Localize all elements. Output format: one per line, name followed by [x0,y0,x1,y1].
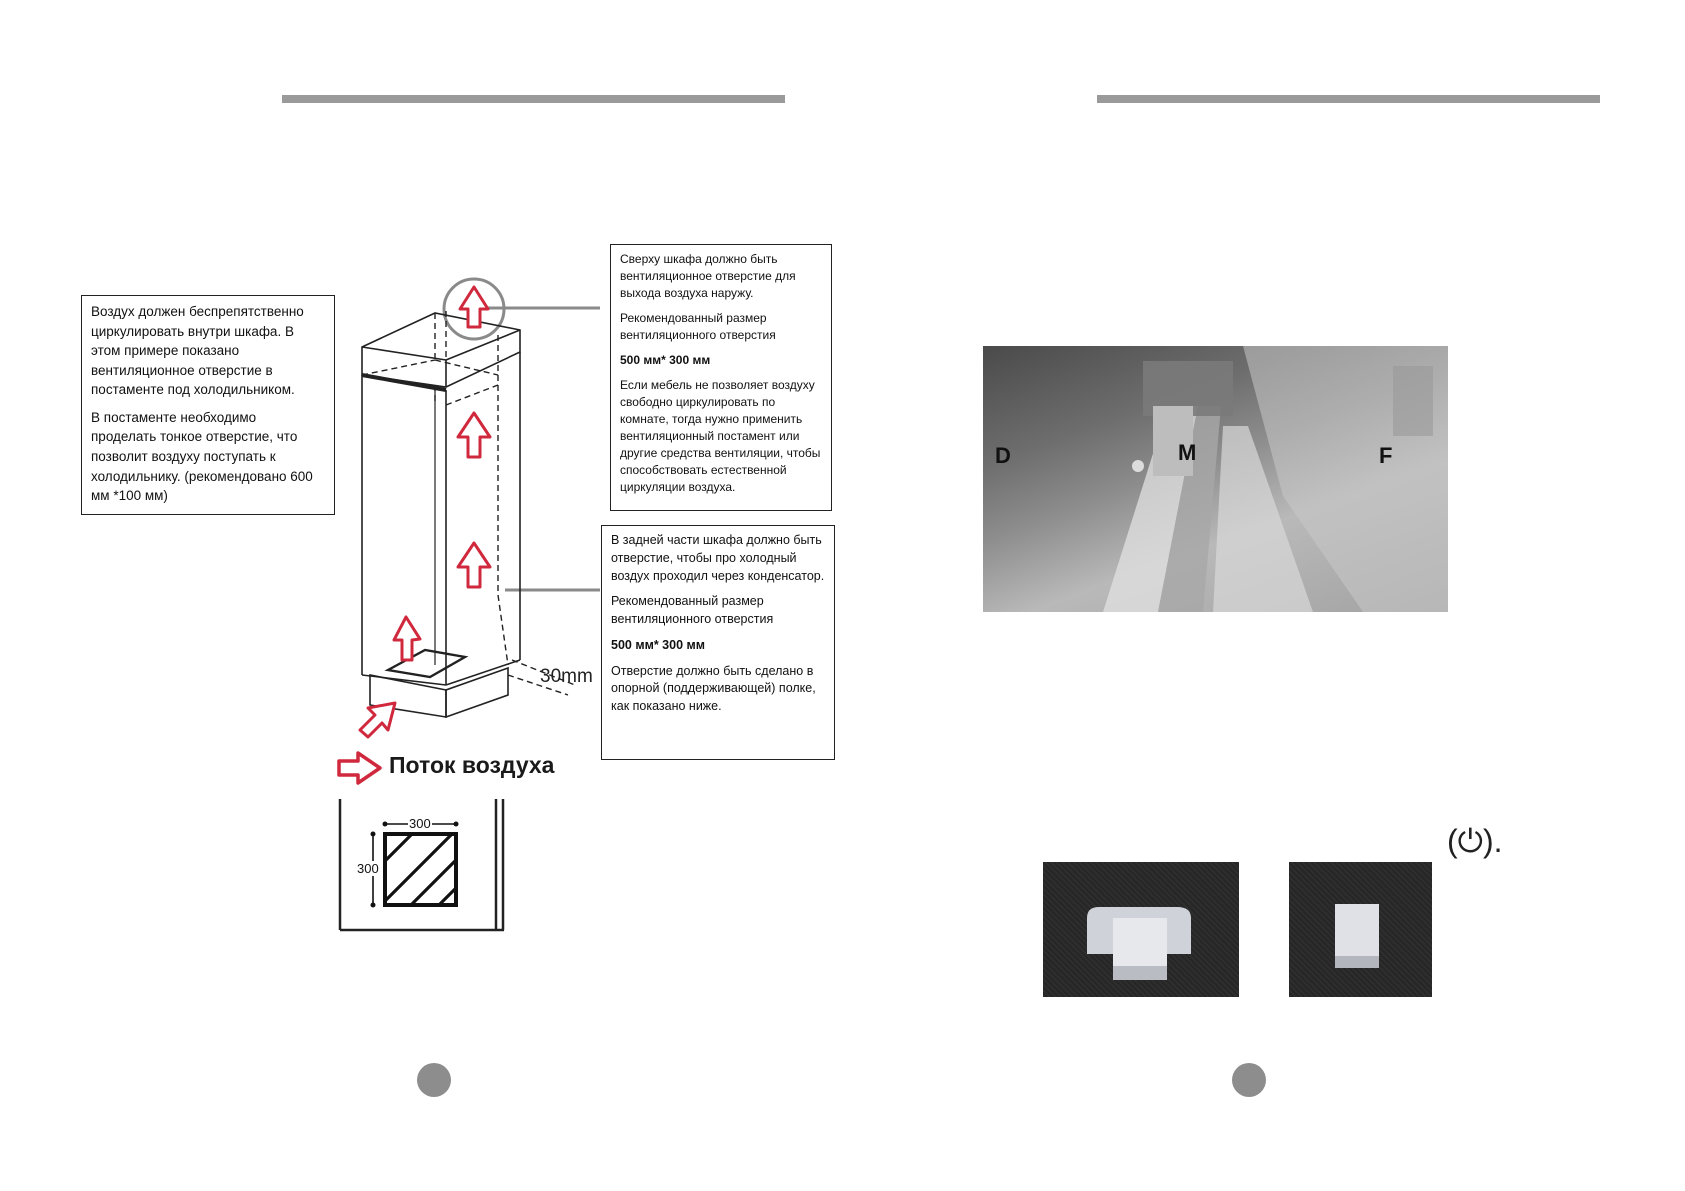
spacer-part-photo-1 [1043,862,1239,997]
legend-airflow-label: Поток воздуха [389,752,555,778]
hinge-label-d: D [995,443,1011,468]
airflow-arrow-middle [458,543,490,587]
note-rear-vent-intro: В задней части шкафа должно быть отверстие, чтобы про холодный воздух проходил через конденсатор. [611,533,825,583]
note-rear-vent-extra: Отверстие должно быть сделано в опорной (поддерживающей) полке, как показано ниже. [611,663,816,713]
note-top-vent-size-label: Рекомендованный размер вентиляционного отверстия [620,311,776,343]
page-number-left [417,1063,451,1097]
note-rear-vent [601,525,835,760]
note-rear-vent-size-label: Рекомендованный размер вентиляционного отверстия [611,594,774,626]
note-top-vent [610,244,832,511]
power-icon [1447,823,1503,861]
door-hinge-photo [983,346,1448,612]
header-rule-right [1097,95,1600,103]
header-rule-left [282,95,785,103]
note-top-vent-intro: Сверху шкафа должно быть вентиляционное отверстие для выхода воздуха наружу. [620,252,796,301]
spacer-part-photo-2 [1289,862,1432,997]
hinge-label-f: F [1379,443,1393,468]
gap-30mm-label: 30mm [540,666,593,687]
airflow-arrow-top [460,287,488,327]
power-symbol-text: (⏻). [1447,823,1503,859]
note-rear-vent-size-value: 500 мм* 300 мм [611,637,705,652]
opening-width-label: 300 [409,816,431,831]
note-air-circulation-p2: В постаменте необходимо проделать тонкое отверстие, что позволит воздуху поступать к холодильнику. (рекомендовано 600 мм *100 мм) [91,409,313,504]
page-number-right [1232,1063,1266,1097]
note-top-vent-size-value: 500 мм* 300 мм [620,353,711,368]
opening-height-label: 300 [357,861,379,876]
legend-arrow-icon [336,750,384,786]
note-air-circulation-p1: Воздух должен беспрепятственно циркулировать внутри шкафа. В этом примере показано вентиляционное отверстие в постаменте под холодильником. [91,304,304,398]
hinge-label-m: M [1178,440,1197,465]
airflow-arrow-upper [458,413,490,457]
note-top-vent-extra: Если мебель не позволяет воздуху свободно циркулировать по комнате, тогда нужно применить вентиляционный постамент или другие средства вентиляции, чтобы способствовать естественной циркуляции воздуха. [620,378,821,495]
airflow-arrow-base [360,703,395,737]
note-air-circulation [81,295,335,515]
